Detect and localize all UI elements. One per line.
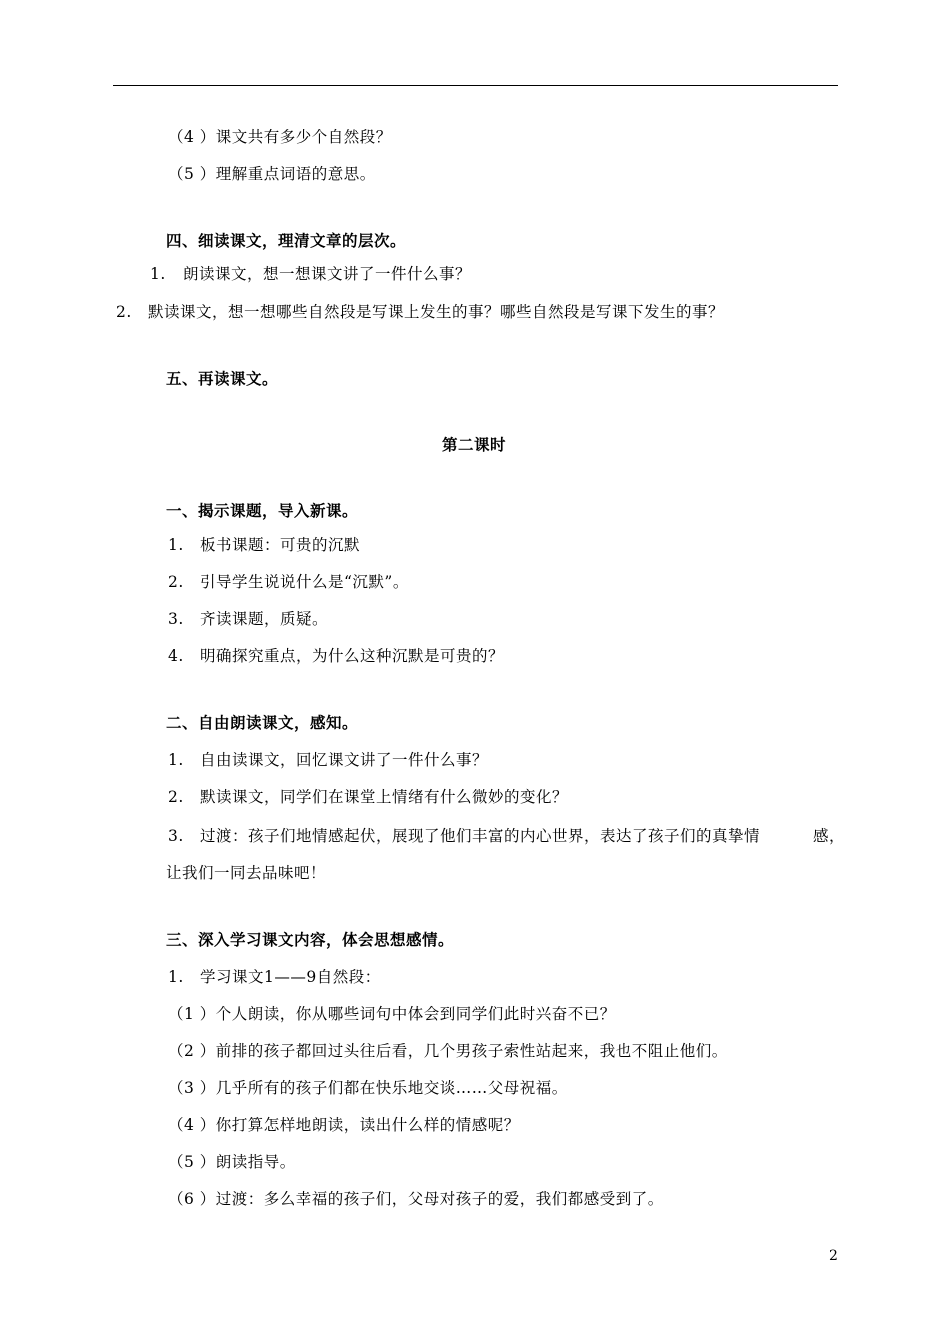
list-number: 2. (116, 303, 132, 321)
list-item: 学习课文1——9自然段： (200, 968, 381, 986)
list-item: 默读课文，同学们在课堂上情绪有什么微妙的变化？ (200, 788, 569, 806)
list-item-continuation: 让我们一同去品味吧！ (166, 864, 327, 882)
line-item-4: （4 ）课文共有多少个自然段？ (168, 128, 392, 146)
list-item: 默读课文，想一想哪些自然段是写课上发生的事？哪些自然段是写课下发生的事？ (148, 303, 725, 321)
list-item: 自由读课文，回忆课文讲了一件什么事？ (200, 751, 489, 769)
list-item-wrap-end: 感， (813, 827, 846, 845)
list-item: 板书课题：可贵的沉默 (200, 536, 361, 554)
list-number: 1. (150, 265, 166, 283)
sub-item: （3 ）几乎所有的孩子们都在快乐地交谈……父母祝福。 (168, 1079, 568, 1097)
section-heading-4: 四、细读课文，理清文章的层次。 (166, 231, 407, 250)
list-number: 3. (168, 610, 184, 628)
list-number: 1. (168, 968, 184, 986)
header-rule (113, 85, 838, 86)
list-item: 过渡：孩子们地情感起伏，展现了他们丰富的内心世界，表达了孩子们的真挚情 (200, 827, 761, 845)
list-item: 朗读课文，想一想课文讲了一件什么事？ (183, 265, 472, 283)
section-heading-5: 五、再读课文。 (166, 369, 279, 388)
section-heading-2: 二、自由朗读课文，感知。 (166, 713, 359, 732)
list-item: 引导学生说说什么是“沉默”。 (200, 573, 409, 591)
list-number: 2. (168, 788, 184, 806)
section-heading-3: 三、深入学习课文内容，体会思想感情。 (166, 930, 455, 949)
list-number: 1. (168, 536, 184, 554)
sub-item: （1 ）个人朗读，你从哪些词句中体会到同学们此时兴奋不已？ (168, 1005, 616, 1023)
list-number: 4. (168, 647, 184, 665)
page-number: 2 (829, 1248, 838, 1264)
section-heading-1: 一、揭示课题，导入新课。 (166, 501, 359, 520)
list-number: 1. (168, 751, 184, 769)
line-item-5: （5 ）理解重点词语的意思。 (168, 165, 376, 183)
list-number: 3. (168, 827, 184, 845)
list-item: 齐读课题，质疑。 (200, 610, 329, 628)
list-number: 2. (168, 573, 184, 591)
sub-item: （4 ）你打算怎样地朗读，读出什么样的情感呢？ (168, 1116, 520, 1134)
lesson-title: 第二课时 (442, 435, 507, 454)
sub-item: （5 ）朗读指导。 (168, 1153, 296, 1171)
list-item: 明确探究重点，为什么这种沉默是可贵的？ (200, 647, 505, 665)
sub-item: （6 ）过渡：多么幸福的孩子们，父母对孩子的爱，我们都感受到了。 (168, 1190, 664, 1208)
sub-item: （2 ）前排的孩子都回过头往后看，几个男孩子索性站起来，我也不阻止他们。 (168, 1042, 728, 1060)
